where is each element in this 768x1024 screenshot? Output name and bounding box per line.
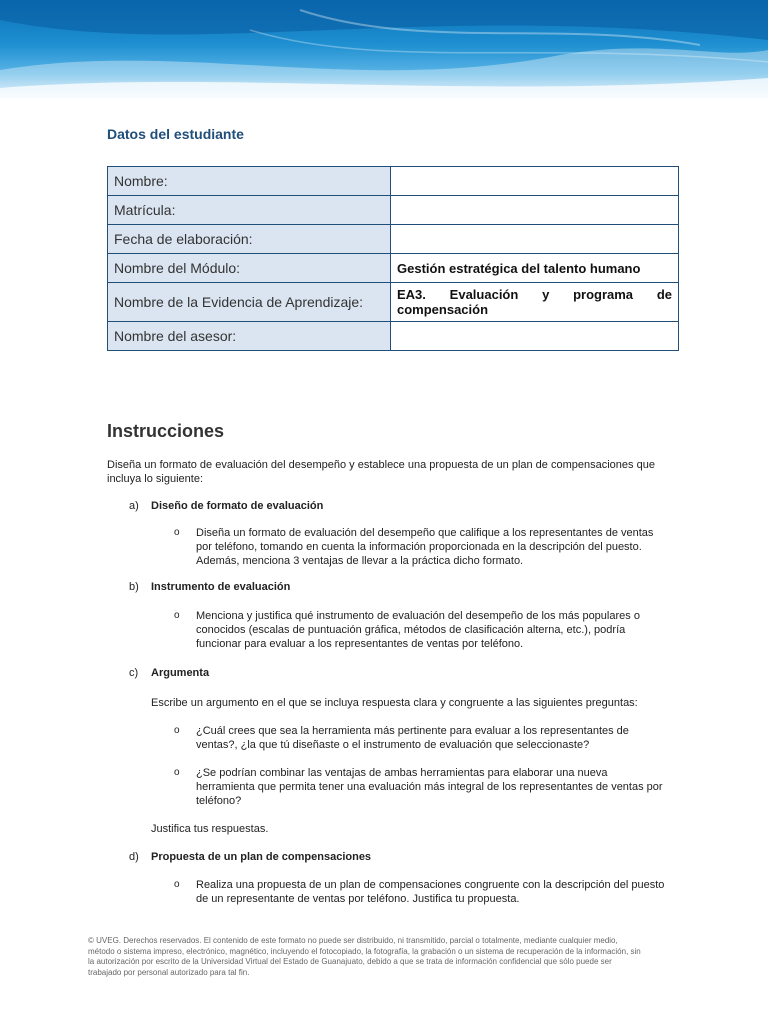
bullet-icon: o — [174, 527, 180, 538]
item-a-text-line1: Diseña un formato de evaluación del desempeño que califique a los representantes de ventas — [196, 527, 654, 539]
item-c-letter: c) — [129, 667, 139, 679]
item-c-heading: Argumenta — [151, 667, 210, 679]
table-row — [108, 322, 679, 351]
evidencia-line2: compensación — [397, 302, 489, 317]
evidencia-word: Evaluación — [449, 287, 519, 302]
item-c-q1-line2: ventas?, ¿la que tú diseñaste o el instrumento de evaluación que seleccionaste? — [196, 739, 590, 751]
label-asesor: Nombre del asesor: — [108, 322, 391, 351]
item-c-q1-line1: ¿Cuál crees que sea la herramienta más pertinente para evaluar a los representantes de — [196, 725, 629, 737]
item-b-text-line2: conocidos (escalas de puntuación gráfica, métodos de clasificación alterna, etc.), podría — [196, 624, 626, 636]
item-d-text-line1: Realiza una propuesta de un plan de compensaciones congruente con la descripción del puesto — [196, 879, 665, 891]
field-evidencia[interactable] — [391, 283, 679, 322]
item-d-text-line2: de un representante de ventas por teléfono. Justifica tu propuesta. — [196, 893, 520, 905]
field-fecha[interactable] — [391, 225, 679, 254]
item-b-text-line1: Menciona y justifica qué instrumento de evaluación del desempeño de los más populares o — [196, 610, 640, 622]
bullet-icon: o — [174, 610, 180, 621]
item-c-closing: Justifica tus respuestas. — [151, 823, 269, 835]
evidencia-word: programa — [573, 287, 634, 302]
item-c-q2-line1: ¿Se podrían combinar las ventajas de ambas herramientas para elaborar una nueva — [196, 767, 608, 779]
label-modulo: Nombre del Módulo: — [108, 254, 391, 283]
table-row — [108, 225, 679, 254]
instructions-intro-line1: Diseña un formato de evaluación del desempeño y establece una propuesta de un plan de compensaciones que — [107, 459, 655, 471]
item-b-heading: Instrumento de evaluación — [151, 581, 291, 593]
label-matricula: Matrícula: — [108, 196, 391, 225]
footer-line: la autorización por escrito de la Universidad Virtual del Estado de Guanajuato, debido a que se trata de información confidencial que sólo puede ser — [88, 957, 612, 966]
item-a-text-line3: Además, menciona 3 ventajas de llevar a la práctica dicho formato. — [196, 555, 524, 567]
label-fecha: Fecha de elaboración: — [108, 225, 391, 254]
item-b-letter: b) — [129, 581, 139, 593]
evidencia-word: y — [542, 287, 550, 302]
instructions-intro-line2: incluya lo siguiente: — [107, 473, 204, 485]
label-evidencia: Nombre de la Evidencia de Aprendizaje: — [108, 283, 391, 322]
table-row — [108, 167, 679, 196]
footer-line: método o sistema impreso, electrónico, magnético, incluyendo el fotocopiado, la fotografía, la grabación o un sistema de recuperación de la información, sin — [88, 946, 641, 956]
label-nombre: Nombre: — [108, 167, 391, 196]
field-nombre[interactable] — [391, 167, 679, 196]
evidencia-word: EA3. — [397, 287, 426, 302]
item-c-q2-line3: teléfono? — [196, 795, 242, 807]
item-a-letter: a) — [129, 500, 139, 512]
bullet-icon: o — [174, 767, 180, 778]
field-matricula[interactable] — [391, 196, 679, 225]
table-row — [108, 196, 679, 225]
item-c-intro: Escribe un argumento en el que se incluya respuesta clara y congruente a las siguientes preguntas: — [151, 697, 638, 709]
copyright-footer — [88, 936, 698, 978]
item-c-q2-line2: herramienta que permita tener una evaluación más integral de los representantes de ventas por — [196, 781, 663, 793]
item-d-heading: Propuesta de un plan de compensaciones — [151, 851, 372, 863]
bullet-icon: o — [174, 879, 180, 890]
field-asesor[interactable] — [391, 322, 679, 351]
item-b-text-line3: funcionar para evaluar a los representantes de ventas por teléfono. — [196, 638, 524, 650]
item-a-text-line2: por teléfono, tomando en cuenta la información proporcionada en la descripción del puesto. — [196, 541, 642, 553]
section-title-student-data: Datos del estudiante — [107, 126, 244, 142]
table-row — [108, 254, 679, 283]
evidencia-word: de — [656, 287, 672, 302]
banner-wave-graphic — [0, 0, 768, 98]
footer-line: © UVEG. Derechos reservados. El contenido de este formato no puede ser distribuido, ni transmitido, parcial o totalmente, mediante cualquier medio, — [88, 936, 618, 945]
instructions-title: Instrucciones — [107, 421, 225, 441]
bullet-icon: o — [174, 725, 180, 736]
table-row — [108, 283, 679, 322]
student-data-table — [107, 166, 679, 351]
header-banner — [0, 0, 768, 98]
item-a-heading: Diseño de formato de evaluación — [151, 500, 324, 512]
footer-line: trabajado por personal autorizado para tal fin. — [88, 967, 250, 977]
item-d-letter: d) — [129, 851, 139, 863]
evidencia-line1 — [397, 287, 672, 302]
field-modulo[interactable]: Gestión estratégica del talento humano — [391, 254, 679, 283]
